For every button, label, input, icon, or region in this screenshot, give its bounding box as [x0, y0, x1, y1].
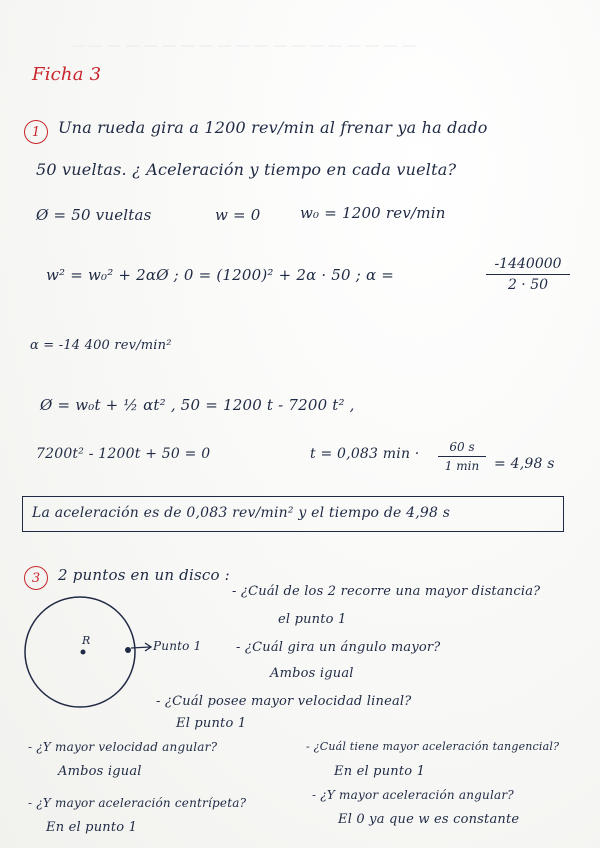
answer-7: El 0 ya que w es constante: [338, 812, 520, 827]
point-1-label: Punto 1: [153, 639, 202, 653]
answer-5: En el punto 1: [334, 764, 426, 779]
time-fraction-numerator: 60 s: [449, 440, 475, 454]
center-label: R: [82, 634, 91, 647]
equation-1: w² = w₀² + 2αØ ; 0 = (1200)² + 2α · 50 ; α =: [46, 266, 395, 284]
equation-2: Ø = w₀t + ½ αt² , 50 = 1200 t - 7200 t² ,: [40, 396, 355, 414]
given-w0: w₀ = 1200 rev/min: [300, 204, 446, 222]
given-theta: Ø = 50 vueltas: [36, 206, 152, 224]
center-point: [81, 650, 86, 655]
question-6: - ¿Y mayor aceleración centrípeta?: [28, 796, 247, 810]
disk-circle: [25, 597, 135, 707]
question-3: - ¿Cuál posee mayor velocidad lineal?: [156, 694, 412, 709]
alpha-fraction-numerator: -1440000: [494, 256, 562, 272]
answer-4: Ambos igual: [58, 764, 142, 779]
time-seconds: = 4,98 s: [494, 456, 555, 472]
answer-6: En el punto 1: [46, 820, 138, 835]
answer-2: Ambos igual: [270, 666, 354, 681]
question-2: - ¿Cuál gira un ángulo mayor?: [236, 640, 441, 655]
answer-1: el punto 1: [278, 612, 347, 627]
question-7: - ¿Y mayor aceleración angular?: [312, 788, 514, 802]
problem-1-statement-line1: Una rueda gira a 1200 rev/min al frenar ya ha dado: [58, 118, 488, 137]
problem-1-statement-line2: 50 vueltas. ¿ Aceleración y tiempo en cada vuelta?: [36, 160, 457, 179]
time-result: t = 0,083 min ·: [310, 446, 420, 462]
question-4: - ¿Y mayor velocidad angular?: [28, 740, 218, 754]
equation-3: 7200t² - 1200t + 50 = 0: [36, 446, 211, 462]
time-fraction-denominator: 1 min: [444, 459, 480, 473]
problem-3-number-text: 3: [31, 570, 41, 586]
show-through-text: — — — — — — — — — — — — — — — — — — —: [70, 38, 417, 54]
question-1: - ¿Cuál de los 2 recorre una mayor distancia?: [232, 584, 541, 599]
alpha-fraction-denominator: 2 · 50: [507, 277, 549, 293]
answer-text: La aceleración es de 0,083 rev/min² y el tiempo de 4,98 s: [32, 505, 451, 521]
point-1: [125, 647, 131, 653]
question-5: - ¿Cuál tiene mayor aceleración tangencial?: [306, 740, 560, 753]
problem-3-statement: 2 puntos en un disco :: [58, 566, 230, 584]
answer-3: El punto 1: [176, 716, 247, 731]
point-1-arrow: [131, 647, 150, 648]
page-title: Ficha 3: [32, 64, 102, 85]
given-w: w = 0: [215, 206, 261, 224]
problem-1-number-text: 1: [31, 124, 41, 140]
alpha-result: α = -14 400 rev/min²: [30, 338, 172, 353]
